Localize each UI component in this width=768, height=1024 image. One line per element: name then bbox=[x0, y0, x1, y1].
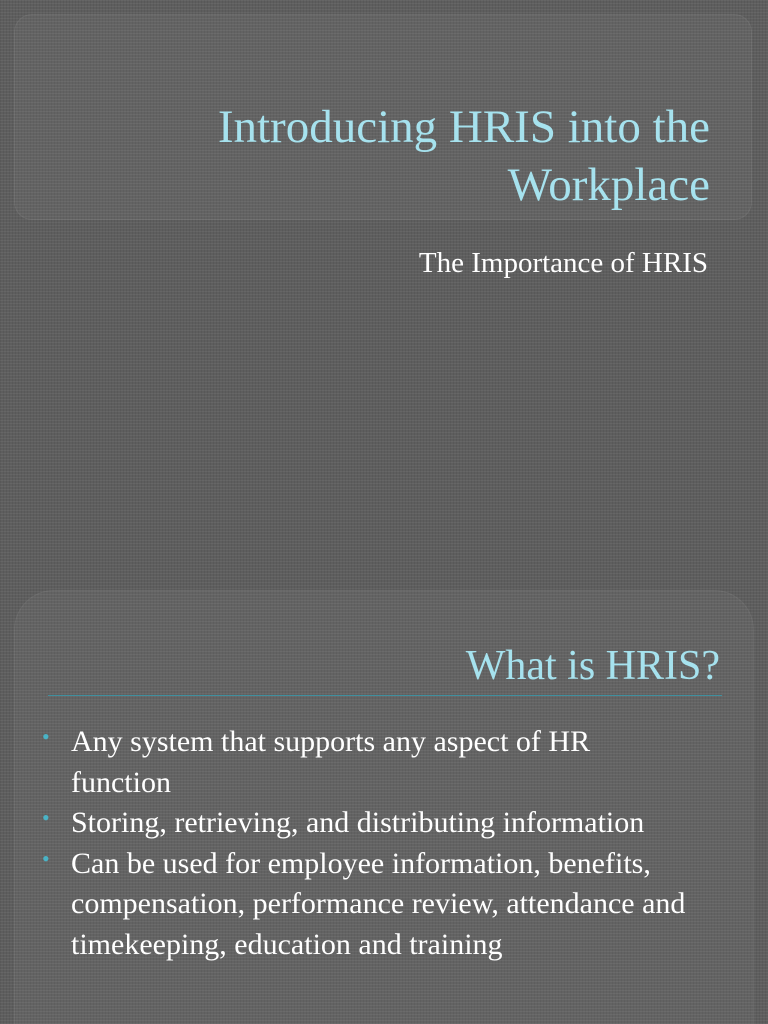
bullet-icon: • bbox=[42, 805, 50, 830]
slide-heading: What is HRIS? bbox=[465, 643, 720, 689]
bullet-item bbox=[42, 722, 692, 803]
slide-subtitle: The Importance of HRIS bbox=[418, 247, 708, 279]
bullet-text: Can be used for employee information, benefits, compensation, performance review, attendance and timekeeping, education and training bbox=[71, 846, 686, 961]
bullet-text: Storing, retrieving, and distributing information bbox=[71, 806, 645, 839]
heading-divider bbox=[48, 695, 722, 696]
bullet-item bbox=[42, 803, 692, 844]
slide-title: Introducing HRIS into the Workplace bbox=[217, 101, 710, 211]
bullet-icon: • bbox=[42, 845, 50, 871]
bullet-item bbox=[42, 844, 692, 966]
content-slide bbox=[0, 590, 768, 1024]
bullet-icon: • bbox=[42, 724, 50, 749]
bullet-list bbox=[42, 722, 692, 965]
bullet-text: Any system that supports any aspect of HR function bbox=[71, 725, 591, 799]
